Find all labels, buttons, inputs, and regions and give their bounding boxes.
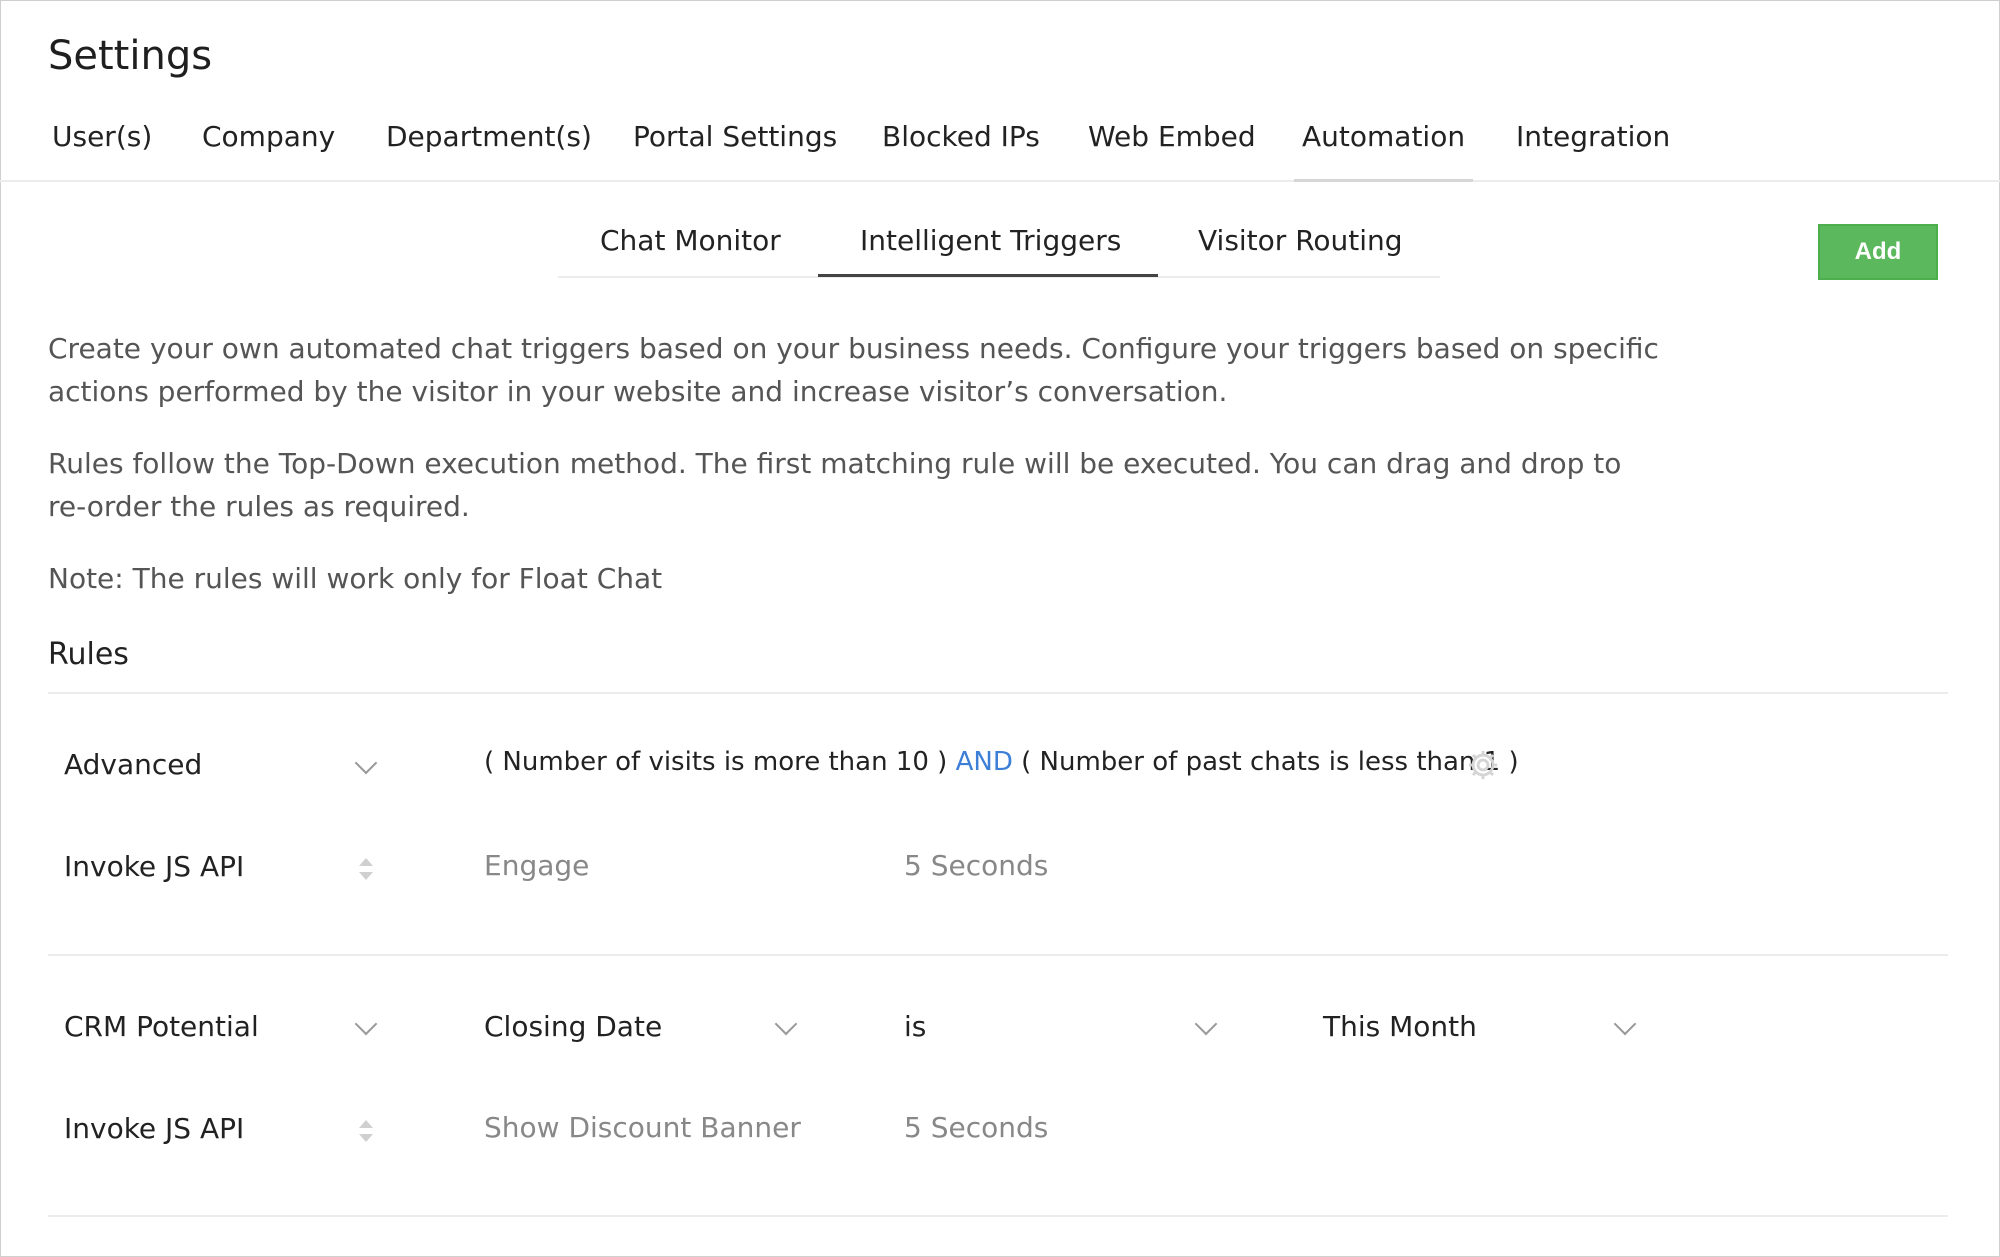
note-text: Note: The rules will work only for Float Chat (48, 562, 663, 595)
value-select[interactable]: This Month (1323, 1010, 1477, 1043)
delay-value[interactable]: 5 Seconds (904, 1111, 1049, 1144)
tab-portal-settings[interactable]: Portal Settings (633, 120, 838, 153)
operator-link[interactable]: AND (955, 747, 1013, 777)
tab-integration[interactable]: Integration (1516, 120, 1671, 153)
condition-text: ( Number of visits is more than 10 ) (484, 747, 948, 777)
delay-value[interactable]: 5 Seconds (904, 849, 1049, 882)
description-line: Rules follow the Top-Down execution method. The first matching rule will be executed. You can drag and drop to (48, 447, 1622, 480)
criteria-type-select[interactable]: Advanced (64, 748, 203, 781)
divider (48, 692, 1948, 694)
top-nav (0, 120, 2000, 182)
divider (48, 954, 1948, 956)
action-type[interactable]: Invoke JS API (64, 1112, 245, 1145)
tab-blocked-ips[interactable]: Blocked IPs (882, 120, 1040, 153)
gear-icon[interactable] (1466, 748, 1500, 782)
condition-summary[interactable] (484, 747, 1519, 777)
description-line: re-order the rules as required. (48, 490, 470, 523)
condition-text: ( Number of past chats is less than 1 ) (1021, 747, 1519, 777)
sort-handle-icon[interactable] (359, 1120, 373, 1146)
tab-automation[interactable]: Automation (1294, 120, 1473, 182)
tab-visitor-routing[interactable]: Visitor Routing (1198, 224, 1403, 257)
page-title: Settings (48, 33, 213, 79)
tab-users[interactable]: User(s) (52, 120, 153, 153)
description-line: Create your own automated chat triggers based on your business needs. Configure your triggers based on specific (48, 332, 1659, 365)
action-type[interactable]: Invoke JS API (64, 850, 245, 883)
criteria-type-select[interactable]: CRM Potential (64, 1010, 259, 1043)
add-button[interactable]: Add (1818, 224, 1938, 280)
rules-heading: Rules (48, 637, 129, 672)
tab-intelligent-triggers[interactable]: Intelligent Triggers (860, 224, 1122, 257)
tab-departments[interactable]: Department(s) (386, 120, 592, 153)
comparator-select[interactable]: is (904, 1010, 927, 1043)
description-line: actions performed by the visitor in your website and increase visitor’s conversation. (48, 375, 1228, 408)
action-value[interactable]: Engage (484, 849, 590, 882)
tab-company[interactable]: Company (202, 120, 336, 153)
sub-nav (558, 220, 1440, 278)
field-select[interactable]: Closing Date (484, 1010, 663, 1043)
divider (48, 1215, 1948, 1217)
tab-chat-monitor[interactable]: Chat Monitor (600, 224, 781, 257)
active-tab-indicator (818, 274, 1158, 277)
tab-web-embed[interactable]: Web Embed (1088, 120, 1256, 153)
sort-handle-icon[interactable] (359, 858, 373, 884)
action-value[interactable]: Show Discount Banner (484, 1111, 801, 1144)
